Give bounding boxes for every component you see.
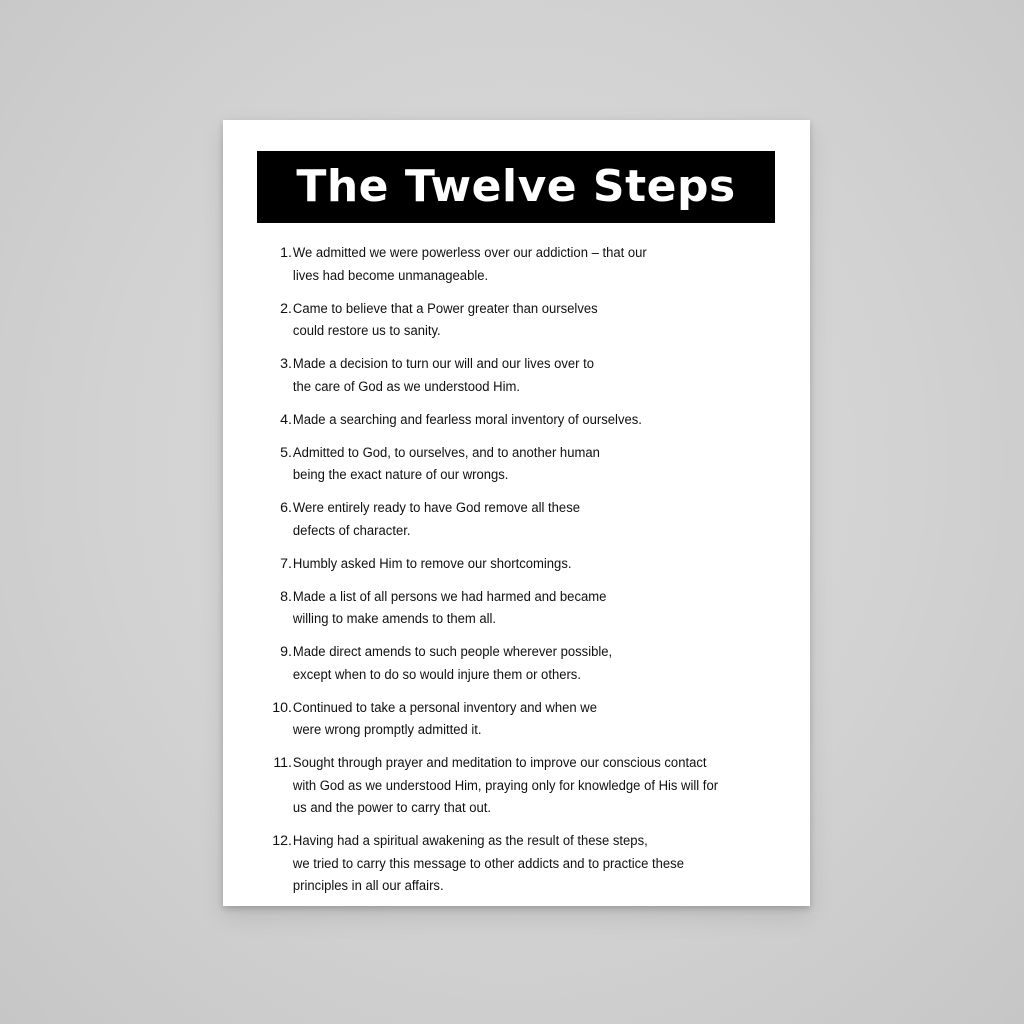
step-text <box>292 641 747 686</box>
step-text <box>292 409 747 432</box>
step-number: 10. <box>272 699 292 716</box>
step-text-line: Continued to take a personal inventory and when we <box>292 699 597 716</box>
step-number: 6. <box>280 500 292 516</box>
step-text-line: defects of character. <box>292 522 411 539</box>
step-text <box>292 830 747 898</box>
poster <box>223 120 810 906</box>
step-text <box>292 242 747 287</box>
step-number: 2. <box>280 300 292 317</box>
step-text-line: us and the power to carry that out. <box>292 800 492 816</box>
step-item <box>257 586 787 631</box>
step-item <box>257 242 787 287</box>
step-text-line: being the exact nature of our wrongs. <box>292 467 509 483</box>
step-text <box>292 553 747 576</box>
poster-title: The Twelve Steps <box>296 161 736 212</box>
step-text-line: We admitted we were powerless over our addiction – that our <box>292 245 647 261</box>
step-text-line: Sought through prayer and meditation to improve our conscious contact <box>292 755 707 771</box>
step-item <box>257 409 787 432</box>
step-text-line: Admitted to God, to ourselves, and to another human <box>292 444 600 461</box>
step-text-line: lives had become unmanageable. <box>292 267 489 284</box>
step-text-line: Made a list of all persons we had harmed and became <box>292 588 607 605</box>
step-text <box>292 442 747 487</box>
step-text-line: Came to believe that a Power greater than ourselves <box>292 300 598 317</box>
step-item <box>257 697 787 742</box>
step-text <box>292 586 747 631</box>
step-text-line: Made direct amends to such people wherever possible, <box>292 644 613 660</box>
step-item <box>257 442 787 487</box>
step-text <box>292 752 747 820</box>
step-number: 9. <box>280 644 292 660</box>
step-text <box>292 298 747 343</box>
step-item <box>257 752 787 820</box>
step-text <box>292 497 747 542</box>
step-item <box>257 641 787 686</box>
step-item <box>257 353 787 398</box>
step-number: 8. <box>280 588 292 605</box>
step-number: 11. <box>273 755 292 771</box>
step-number: 5. <box>280 444 292 461</box>
step-number: 1. <box>280 245 292 261</box>
step-text-line: Having had a spiritual awakening as the result of these steps, <box>292 833 648 849</box>
step-item <box>257 553 787 576</box>
step-text <box>292 697 747 742</box>
step-text-line: Humbly asked Him to remove our shortcomings. <box>292 555 572 572</box>
step-text-line: principles in all our affairs. <box>292 878 444 894</box>
step-text-line: willing to make amends to them all. <box>292 611 497 627</box>
step-number: 12. <box>272 833 292 849</box>
step-number: 7. <box>280 555 292 572</box>
steps-list <box>257 242 787 908</box>
step-item <box>257 298 787 343</box>
step-text-line: Were entirely ready to have God remove all these <box>292 500 580 516</box>
step-text <box>292 353 747 398</box>
step-item <box>257 830 787 898</box>
step-text-line: we tried to carry this message to other addicts and to practice these <box>292 855 684 872</box>
step-number: 3. <box>280 356 292 372</box>
step-text-line: the care of God as we understood Him. <box>292 378 521 395</box>
step-item <box>257 497 787 542</box>
step-text-line: could restore us to sanity. <box>292 323 441 339</box>
step-number: 4. <box>280 411 292 428</box>
title-banner <box>257 151 775 223</box>
step-text-line: Made a decision to turn our will and our lives over to <box>292 356 595 372</box>
step-text-line: Made a searching and fearless moral inventory of ourselves. <box>292 411 642 428</box>
step-text-line: were wrong promptly admitted it. <box>292 722 482 738</box>
step-text-line: except when to do so would injure them or others. <box>292 666 581 683</box>
step-text-line: with God as we understood Him, praying only for knowledge of His will for <box>292 777 719 794</box>
